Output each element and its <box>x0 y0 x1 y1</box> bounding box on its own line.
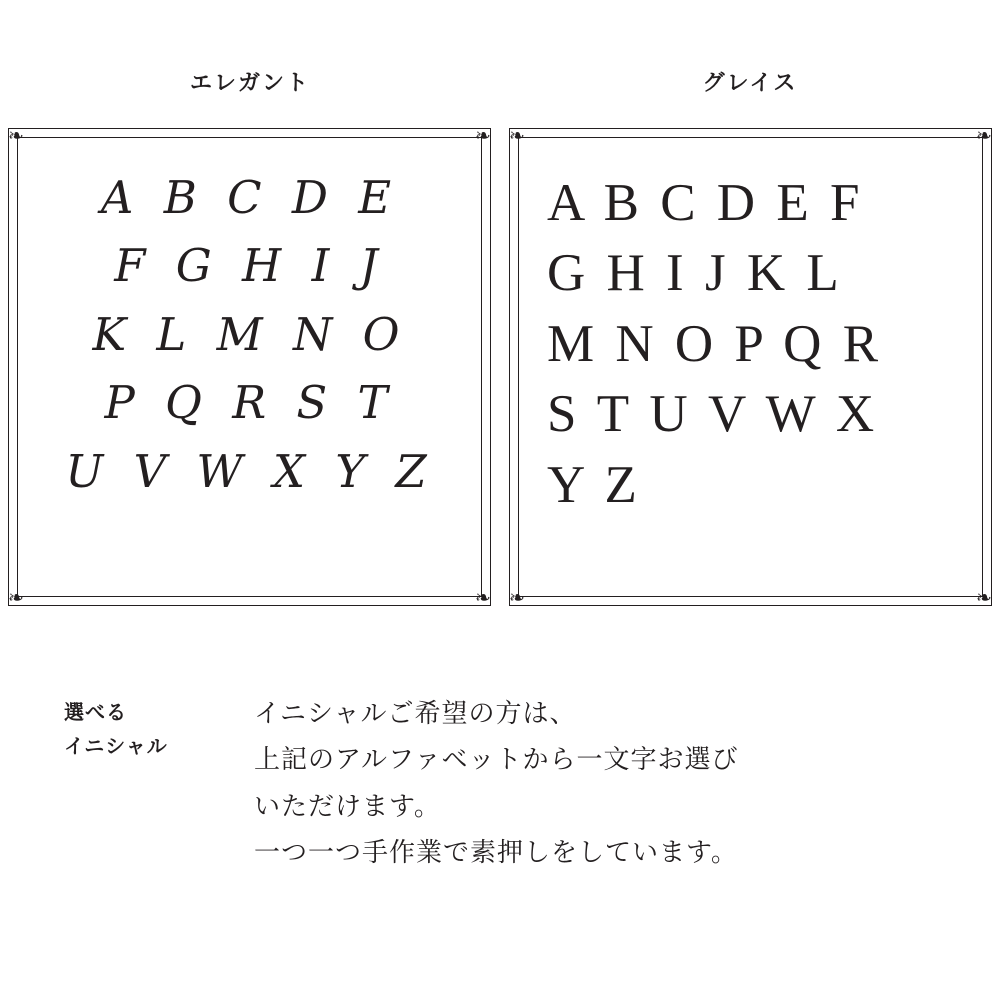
ornament-corner-icon: ❧ <box>976 125 992 147</box>
alphabet-row: P Q R S T <box>104 376 395 430</box>
ornament-corner-icon: ❧ <box>509 587 525 609</box>
ornament-corner-icon: ❧ <box>8 587 24 609</box>
panel-heading-elegant: エレガント <box>189 70 310 95</box>
description-line: 上記のアルファベットから一文字お選び <box>254 744 739 775</box>
alphabet-row: M N O P Q R <box>547 314 883 373</box>
alphabet-grid-grace <box>531 154 970 584</box>
initial-label-line2: イニシャル <box>64 736 168 758</box>
alphabet-row: A B C D E F <box>547 174 864 232</box>
alphabet-row: A B C D E <box>100 171 399 224</box>
description-line: イニシャルご希望の方は、 <box>254 698 577 728</box>
alphabet-row: Y Z <box>547 455 641 514</box>
alphabet-row: K L M N O <box>92 307 407 361</box>
initial-description-label <box>64 690 254 764</box>
alphabet-row: F G H I J <box>114 239 385 293</box>
ornament-corner-icon: ❧ <box>8 125 24 147</box>
alphabet-panel-elegant <box>8 125 491 609</box>
description-line: いただけます。 <box>254 790 441 821</box>
alphabet-panels <box>8 125 992 609</box>
initial-description-text <box>254 690 964 875</box>
alphabet-row: G H I J K L <box>547 244 843 303</box>
alphabet-row: U V W X Y Z <box>65 444 434 498</box>
alphabet-row: S T U V W X <box>547 385 879 444</box>
alphabet-panel-grace <box>509 125 992 609</box>
panel-heading-grace: グレイス <box>702 70 798 95</box>
alphabet-grid-elegant <box>30 154 469 584</box>
description-line: 一つ一つ手作業で素押しをしています。 <box>254 836 738 867</box>
ornament-corner-icon: ❧ <box>509 125 525 147</box>
initial-description-section <box>64 690 964 875</box>
panel-headings <box>0 66 1000 97</box>
ornament-corner-icon: ❧ <box>475 587 491 609</box>
initial-label-line1: 選べる <box>64 702 127 724</box>
ornament-corner-icon: ❧ <box>475 125 491 147</box>
ornament-corner-icon: ❧ <box>976 587 992 609</box>
